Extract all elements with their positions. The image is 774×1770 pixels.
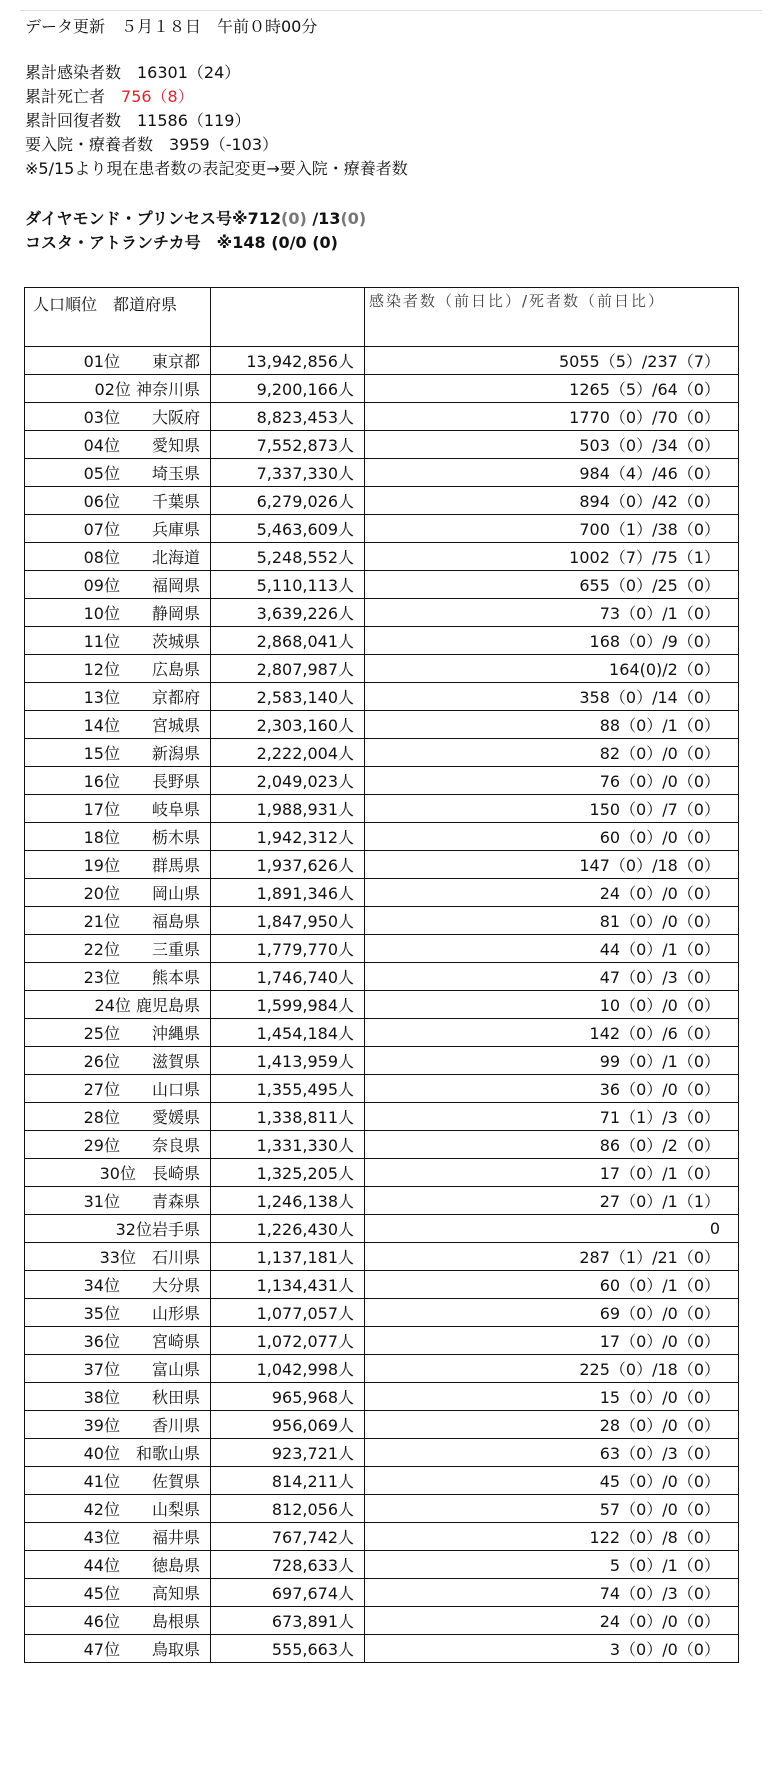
table-row: [25, 571, 739, 599]
cases-deaths-cell: 5（0）/1（0）: [365, 1551, 739, 1579]
rank-prefecture-cell: 33位 石川県: [25, 1243, 211, 1271]
table-row: [25, 1579, 739, 1607]
cases-deaths-cell: 1265（5）/64（0）: [365, 375, 739, 403]
cases-deaths-cell: 69（0）/0（0）: [365, 1299, 739, 1327]
cases-deaths-cell: 44（0）/1（0）: [365, 935, 739, 963]
table-row: [25, 1635, 739, 1663]
table-row: [25, 739, 739, 767]
cases-deaths-cell: 60（0）/1（0）: [365, 1271, 739, 1299]
population-cell: 13,942,856人: [211, 347, 365, 375]
population-cell: 5,110,113人: [211, 571, 365, 599]
rank-prefecture-cell: 07位 兵庫県: [25, 515, 211, 543]
rank-prefecture-cell: 25位 沖縄県: [25, 1019, 211, 1047]
table-row: [25, 683, 739, 711]
population-cell: 1,226,430人: [211, 1215, 365, 1243]
rank-prefecture-cell: 22位 三重県: [25, 935, 211, 963]
rank-prefecture-cell: 08位 北海道: [25, 543, 211, 571]
costa-atlantica-line: コスタ・アトランチカ号 ※148 (0/0 (0): [25, 233, 338, 252]
cases-deaths-cell: 503（0）/34（0）: [365, 431, 739, 459]
population-cell: 5,463,609人: [211, 515, 365, 543]
population-cell: 1,331,330人: [211, 1131, 365, 1159]
cases-deaths-cell: 24（0）/0（0）: [365, 1607, 739, 1635]
table-row: [25, 347, 739, 375]
table-row: [25, 1187, 739, 1215]
population-cell: 814,211人: [211, 1467, 365, 1495]
cases-deaths-cell: 287（1）/21（0）: [365, 1243, 739, 1271]
table-row: [25, 375, 739, 403]
population-cell: 965,968人: [211, 1383, 365, 1411]
table-row: [25, 1215, 739, 1243]
cases-deaths-cell: 142（0）/6（0）: [365, 1019, 739, 1047]
cases-deaths-cell: 10（0）/0（0）: [365, 991, 739, 1019]
rank-prefecture-cell: 44位 徳島県: [25, 1551, 211, 1579]
population-cell: 1,338,811人: [211, 1103, 365, 1131]
cases-deaths-cell: 164(0)/2（0）: [365, 655, 739, 683]
prefecture-table: [24, 287, 739, 1663]
cases-deaths-cell: 655（0）/25（0）: [365, 571, 739, 599]
rank-prefecture-cell: 26位 滋賀県: [25, 1047, 211, 1075]
rank-prefecture-cell: 16位 長野県: [25, 767, 211, 795]
cases-deaths-cell: 74（0）/3（0）: [365, 1579, 739, 1607]
population-cell: 8,823,453人: [211, 403, 365, 431]
cases-deaths-cell: 122（0）/8（0）: [365, 1523, 739, 1551]
population-cell: 3,639,226人: [211, 599, 365, 627]
cases-deaths-cell: 147（0）/18（0）: [365, 851, 739, 879]
table-row: [25, 1131, 739, 1159]
table-row: [25, 1327, 739, 1355]
rank-prefecture-cell: 20位 岡山県: [25, 879, 211, 907]
deaths-value: 756（8）: [121, 87, 194, 106]
cases-deaths-cell: 81（0）/0（0）: [365, 907, 739, 935]
diamond-main: ダイヤモンド・プリンセス号※712: [25, 209, 281, 228]
rank-prefecture-cell: 15位 新潟県: [25, 739, 211, 767]
table-row: [25, 963, 739, 991]
population-cell: 2,583,140人: [211, 683, 365, 711]
diamond-paren-1: (0): [281, 209, 307, 228]
cases-deaths-cell: 86（0）/2（0）: [365, 1131, 739, 1159]
rank-prefecture-cell: 06位 千葉県: [25, 487, 211, 515]
cases-deaths-cell: 47（0）/3（0）: [365, 963, 739, 991]
population-cell: 1,042,998人: [211, 1355, 365, 1383]
summary-note: ※5/15より現在患者数の表記変更→要入院・療養者数: [25, 159, 408, 178]
cases-deaths-cell: 1002（7）/75（1）: [365, 543, 739, 571]
table-row: [25, 515, 739, 543]
header-rank-prefecture: 人口順位 都道府県: [25, 288, 211, 347]
cases-deaths-cell: 358（0）/14（0）: [365, 683, 739, 711]
population-cell: 728,633人: [211, 1551, 365, 1579]
cases-deaths-cell: 63（0）/3（0）: [365, 1439, 739, 1467]
rank-prefecture-cell: 02位 神奈川県: [25, 375, 211, 403]
table-row: [25, 431, 739, 459]
table-row: [25, 403, 739, 431]
summary-deaths: [25, 86, 194, 108]
rank-prefecture-cell: 32位岩手県: [25, 1215, 211, 1243]
population-cell: 1,246,138人: [211, 1187, 365, 1215]
summary-hospital: 要入院・療養者数 3959（-103）: [25, 135, 279, 154]
population-cell: 2,807,987人: [211, 655, 365, 683]
table-row: [25, 1299, 739, 1327]
table-row: [25, 1355, 739, 1383]
table-row: [25, 487, 739, 515]
cases-deaths-cell: 99（0）/1（0）: [365, 1047, 739, 1075]
top-divider: [20, 10, 762, 11]
header-cases-deaths: 感染者数（前日比）/死者数（前日比）: [365, 288, 739, 347]
rank-prefecture-cell: 38位 秋田県: [25, 1383, 211, 1411]
population-cell: 956,069人: [211, 1411, 365, 1439]
rank-prefecture-cell: 29位 奈良県: [25, 1131, 211, 1159]
rank-prefecture-cell: 34位 大分県: [25, 1271, 211, 1299]
rank-prefecture-cell: 21位 福島県: [25, 907, 211, 935]
population-cell: 1,746,740人: [211, 963, 365, 991]
cases-deaths-cell: 27（0）/1（1）: [365, 1187, 739, 1215]
rank-prefecture-cell: 27位 山口県: [25, 1075, 211, 1103]
diamond-paren-2: (0): [340, 209, 367, 228]
diamond-mid: /13: [306, 209, 341, 228]
cases-deaths-cell: 82（0）/0（0）: [365, 739, 739, 767]
rank-prefecture-cell: 11位 茨城県: [25, 627, 211, 655]
rank-prefecture-cell: 05位 埼玉県: [25, 459, 211, 487]
rank-prefecture-cell: 47位 鳥取県: [25, 1635, 211, 1663]
rank-prefecture-cell: 46位 島根県: [25, 1607, 211, 1635]
table-row: [25, 599, 739, 627]
rank-prefecture-cell: 17位 岐阜県: [25, 795, 211, 823]
table-row: [25, 1243, 739, 1271]
cases-deaths-cell: 71（1）/3（0）: [365, 1103, 739, 1131]
cases-deaths-cell: 3（0）/0（0）: [365, 1635, 739, 1663]
table-row: [25, 459, 739, 487]
table-row: [25, 1047, 739, 1075]
population-cell: 1,599,984人: [211, 991, 365, 1019]
cases-deaths-cell: 225（0）/18（0）: [365, 1355, 739, 1383]
cases-deaths-cell: 57（0）/0（0）: [365, 1495, 739, 1523]
table-row: [25, 627, 739, 655]
rank-prefecture-cell: 41位 佐賀県: [25, 1467, 211, 1495]
rank-prefecture-cell: 43位 福井県: [25, 1523, 211, 1551]
cases-deaths-cell: 15（0）/0（0）: [365, 1383, 739, 1411]
cases-deaths-cell: 984（4）/46（0）: [365, 459, 739, 487]
rank-prefecture-cell: 31位 青森県: [25, 1187, 211, 1215]
rank-prefecture-cell: 14位 宮城県: [25, 711, 211, 739]
table-row: [25, 1467, 739, 1495]
rank-prefecture-cell: 03位 大阪府: [25, 403, 211, 431]
population-cell: 1,779,770人: [211, 935, 365, 963]
table-row: [25, 711, 739, 739]
population-cell: 7,337,330人: [211, 459, 365, 487]
table-row: [25, 1019, 739, 1047]
table-row: [25, 1411, 739, 1439]
deaths-label: 累計死亡者: [25, 87, 122, 106]
population-cell: 1,355,495人: [211, 1075, 365, 1103]
cases-deaths-cell: 0: [365, 1215, 739, 1243]
rank-prefecture-cell: 01位 東京都: [25, 347, 211, 375]
table-row: [25, 991, 739, 1019]
cases-deaths-cell: 168（0）/9（0）: [365, 627, 739, 655]
cases-deaths-cell: 17（0）/0（0）: [365, 1327, 739, 1355]
table-row: [25, 907, 739, 935]
population-cell: 5,248,552人: [211, 543, 365, 571]
cases-deaths-cell: 60（0）/0（0）: [365, 823, 739, 851]
table-header-row: [25, 288, 739, 347]
population-cell: 1,077,057人: [211, 1299, 365, 1327]
table-row: [25, 795, 739, 823]
summary-infected: 累計感染者数 16301（24）: [25, 63, 241, 82]
population-cell: 6,279,026人: [211, 487, 365, 515]
population-cell: 673,891人: [211, 1607, 365, 1635]
table-row: [25, 1075, 739, 1103]
cases-deaths-cell: 17（0）/1（0）: [365, 1159, 739, 1187]
population-cell: 812,056人: [211, 1495, 365, 1523]
population-cell: 1,942,312人: [211, 823, 365, 851]
rank-prefecture-cell: 19位 群馬県: [25, 851, 211, 879]
rank-prefecture-cell: 28位 愛媛県: [25, 1103, 211, 1131]
population-cell: 767,742人: [211, 1523, 365, 1551]
rank-prefecture-cell: 24位 鹿児島県: [25, 991, 211, 1019]
population-cell: 923,721人: [211, 1439, 365, 1467]
population-cell: 1,988,931人: [211, 795, 365, 823]
summary-recovered: 累計回復者数 11586（119）: [25, 111, 251, 130]
population-cell: 2,222,004人: [211, 739, 365, 767]
population-cell: 555,663人: [211, 1635, 365, 1663]
population-cell: 1,413,959人: [211, 1047, 365, 1075]
rank-prefecture-cell: 18位 栃木県: [25, 823, 211, 851]
rank-prefecture-cell: 23位 熊本県: [25, 963, 211, 991]
rank-prefecture-cell: 36位 宮崎県: [25, 1327, 211, 1355]
population-cell: 7,552,873人: [211, 431, 365, 459]
population-cell: 1,072,077人: [211, 1327, 365, 1355]
table-row: [25, 935, 739, 963]
table-row: [25, 655, 739, 683]
cases-deaths-cell: 36（0）/0（0）: [365, 1075, 739, 1103]
table-row: [25, 1103, 739, 1131]
rank-prefecture-cell: 30位 長崎県: [25, 1159, 211, 1187]
population-cell: 2,049,023人: [211, 767, 365, 795]
table-row: [25, 823, 739, 851]
cases-deaths-cell: 5055（5）/237（7）: [365, 347, 739, 375]
table-row: [25, 1523, 739, 1551]
cases-deaths-cell: 700（1）/38（0）: [365, 515, 739, 543]
rank-prefecture-cell: 37位 富山県: [25, 1355, 211, 1383]
update-line: データ更新 ５月１８日 午前０時00分: [25, 17, 318, 36]
cases-deaths-cell: 150（0）/7（0）: [365, 795, 739, 823]
population-cell: 1,847,950人: [211, 907, 365, 935]
table-row: [25, 851, 739, 879]
rank-prefecture-cell: 45位 高知県: [25, 1579, 211, 1607]
rank-prefecture-cell: 35位 山形県: [25, 1299, 211, 1327]
population-cell: 697,674人: [211, 1579, 365, 1607]
rank-prefecture-cell: 12位 広島県: [25, 655, 211, 683]
rank-prefecture-cell: 10位 静岡県: [25, 599, 211, 627]
population-cell: 1,134,431人: [211, 1271, 365, 1299]
rank-prefecture-cell: 42位 山梨県: [25, 1495, 211, 1523]
cases-deaths-cell: 73（0）/1（0）: [365, 599, 739, 627]
cases-deaths-cell: 28（0）/0（0）: [365, 1411, 739, 1439]
diamond-princess-line: [25, 208, 366, 230]
table-row: [25, 1271, 739, 1299]
cases-deaths-cell: 76（0）/0（0）: [365, 767, 739, 795]
cases-deaths-cell: 88（0）/1（0）: [365, 711, 739, 739]
rank-prefecture-cell: 39位 香川県: [25, 1411, 211, 1439]
rank-prefecture-cell: 09位 福岡県: [25, 571, 211, 599]
rank-prefecture-cell: 04位 愛知県: [25, 431, 211, 459]
population-cell: 1,325,205人: [211, 1159, 365, 1187]
population-cell: 9,200,166人: [211, 375, 365, 403]
table-row: [25, 1159, 739, 1187]
table-row: [25, 1495, 739, 1523]
cases-deaths-cell: 24（0）/0（0）: [365, 879, 739, 907]
population-cell: 1,937,626人: [211, 851, 365, 879]
rank-prefecture-cell: 13位 京都府: [25, 683, 211, 711]
cases-deaths-cell: 45（0）/0（0）: [365, 1467, 739, 1495]
cases-deaths-cell: 894（0）/42（0）: [365, 487, 739, 515]
population-cell: 1,137,181人: [211, 1243, 365, 1271]
population-cell: 1,891,346人: [211, 879, 365, 907]
population-cell: 1,454,184人: [211, 1019, 365, 1047]
table-row: [25, 879, 739, 907]
table-row: [25, 1607, 739, 1635]
prefecture-table-body: [25, 288, 739, 1663]
header-population: [211, 288, 365, 347]
rank-prefecture-cell: 40位 和歌山県: [25, 1439, 211, 1467]
cases-deaths-cell: 1770（0）/70（0）: [365, 403, 739, 431]
table-row: [25, 543, 739, 571]
table-row: [25, 767, 739, 795]
population-cell: 2,868,041人: [211, 627, 365, 655]
table-row: [25, 1383, 739, 1411]
table-row: [25, 1551, 739, 1579]
population-cell: 2,303,160人: [211, 711, 365, 739]
table-row: [25, 1439, 739, 1467]
